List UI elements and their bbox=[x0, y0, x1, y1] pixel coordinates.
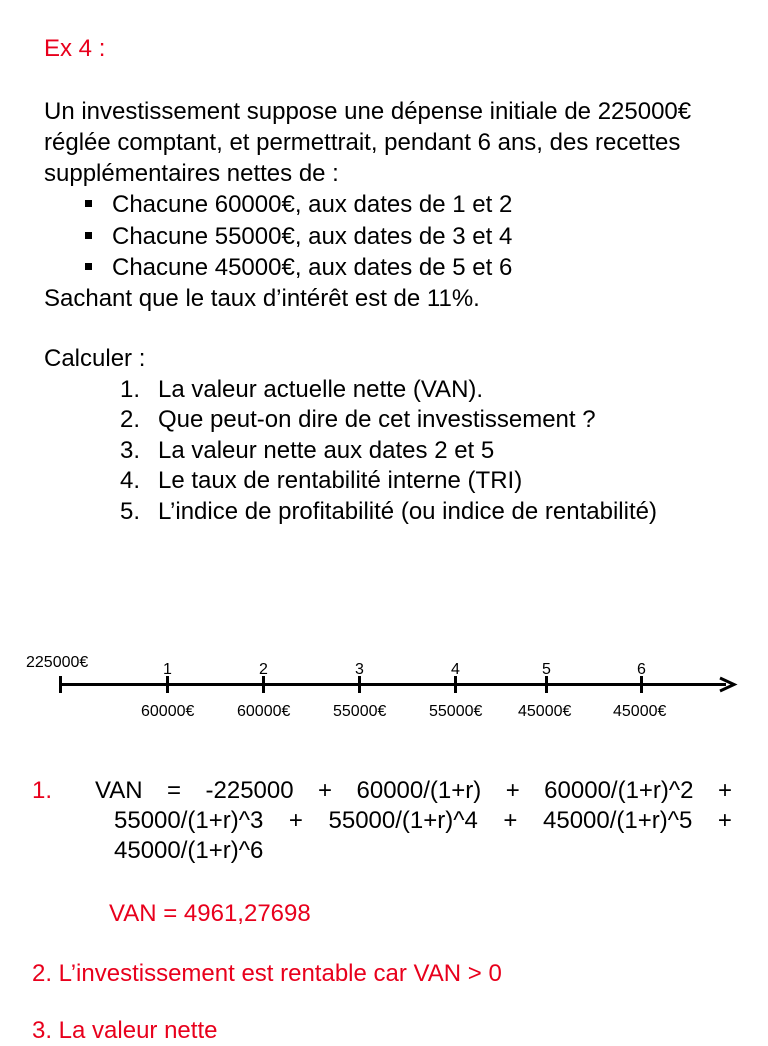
bullet-marker bbox=[85, 200, 92, 207]
calc-heading: Calculer : bbox=[44, 345, 146, 372]
interest-rate-line: Sachant que le taux d’intérêt est de 11%. bbox=[44, 285, 480, 312]
arrow-head-icon bbox=[718, 676, 738, 693]
statement-line: Un investissement suppose une dépense initiale de 225000€ bbox=[44, 98, 692, 125]
bullet-item: Chacune 45000€, aux dates de 5 et 6 bbox=[112, 254, 513, 281]
timeline-axis bbox=[60, 683, 726, 686]
cash-flow-label: 60000€ bbox=[141, 703, 195, 720]
van-result: VAN = 4961,27698 bbox=[109, 900, 311, 927]
van-formula-line-1 bbox=[95, 775, 732, 806]
formula-term: -225000 bbox=[205, 777, 294, 804]
formula-term: + bbox=[288, 807, 303, 834]
cash-flow-label: 60000€ bbox=[237, 703, 291, 720]
statement-line: supplémentaires nettes de : bbox=[44, 160, 339, 187]
calc-item bbox=[120, 404, 596, 435]
van-formula-line-2 bbox=[114, 805, 732, 836]
calc-item-number: 1. bbox=[120, 376, 141, 403]
formula-term: 60000/(1+r)^2 bbox=[544, 777, 694, 804]
formula-term: + bbox=[717, 807, 732, 834]
calc-item-number: 4. bbox=[120, 467, 141, 494]
cash-flow-label: 45000€ bbox=[613, 703, 667, 720]
bullet-item: Chacune 55000€, aux dates de 3 et 4 bbox=[112, 223, 513, 250]
formula-term: 55000/(1+r)^3 bbox=[114, 807, 264, 834]
statement-line: réglée comptant, et permettrait, pendant 6 ans, des recettes bbox=[44, 129, 681, 156]
van-formula-line-3: 45000/(1+r)^6 bbox=[114, 837, 264, 864]
formula-term: + bbox=[318, 777, 333, 804]
calc-item bbox=[120, 374, 483, 405]
formula-term: + bbox=[505, 777, 520, 804]
bullet-marker bbox=[85, 263, 92, 270]
answer-3-partial: 3. La valeur nette bbox=[32, 1017, 218, 1044]
formula-term: + bbox=[503, 807, 518, 834]
date-label: 3 bbox=[355, 661, 364, 678]
date-label: 6 bbox=[637, 661, 646, 678]
date-label: 1 bbox=[163, 661, 172, 678]
calc-item-text: Le taux de rentabilité interne (TRI) bbox=[158, 467, 523, 494]
timeline-tick-origin bbox=[59, 676, 62, 693]
calc-item-text: L’indice de profitabilité (ou indice de rentabilité) bbox=[158, 498, 657, 525]
formula-term: 60000/(1+r) bbox=[356, 777, 482, 804]
calc-item bbox=[120, 435, 494, 466]
formula-term: VAN bbox=[95, 777, 143, 804]
initial-investment-label: 225000€ bbox=[26, 654, 89, 671]
exercise-title: Ex 4 : bbox=[44, 35, 106, 62]
calc-item-text: La valeur nette aux dates 2 et 5 bbox=[158, 437, 495, 464]
answer-1-number: 1. bbox=[32, 777, 53, 804]
formula-term: + bbox=[717, 777, 732, 804]
calc-item bbox=[120, 465, 522, 496]
cash-flow-label: 55000€ bbox=[429, 703, 483, 720]
calc-item-number: 3. bbox=[120, 437, 141, 464]
calc-item-number: 5. bbox=[120, 498, 141, 525]
cash-flow-label: 45000€ bbox=[518, 703, 572, 720]
date-label: 5 bbox=[542, 661, 551, 678]
calc-item bbox=[120, 496, 657, 527]
calc-item-text: La valeur actuelle nette (VAN). bbox=[158, 376, 484, 403]
formula-term: = bbox=[167, 777, 182, 804]
date-label: 4 bbox=[451, 661, 460, 678]
formula-term: 55000/(1+r)^4 bbox=[328, 807, 478, 834]
calc-item-text: Que peut-on dire de cet investissement ? bbox=[158, 406, 596, 433]
calc-item-number: 2. bbox=[120, 406, 141, 433]
bullet-marker bbox=[85, 232, 92, 239]
bullet-item: Chacune 60000€, aux dates de 1 et 2 bbox=[112, 191, 513, 218]
formula-term: 45000/(1+r)^5 bbox=[543, 807, 693, 834]
answer-2: 2. L’investissement est rentable car VAN > 0 bbox=[32, 960, 502, 987]
date-label: 2 bbox=[259, 661, 268, 678]
cash-flow-label: 55000€ bbox=[333, 703, 387, 720]
